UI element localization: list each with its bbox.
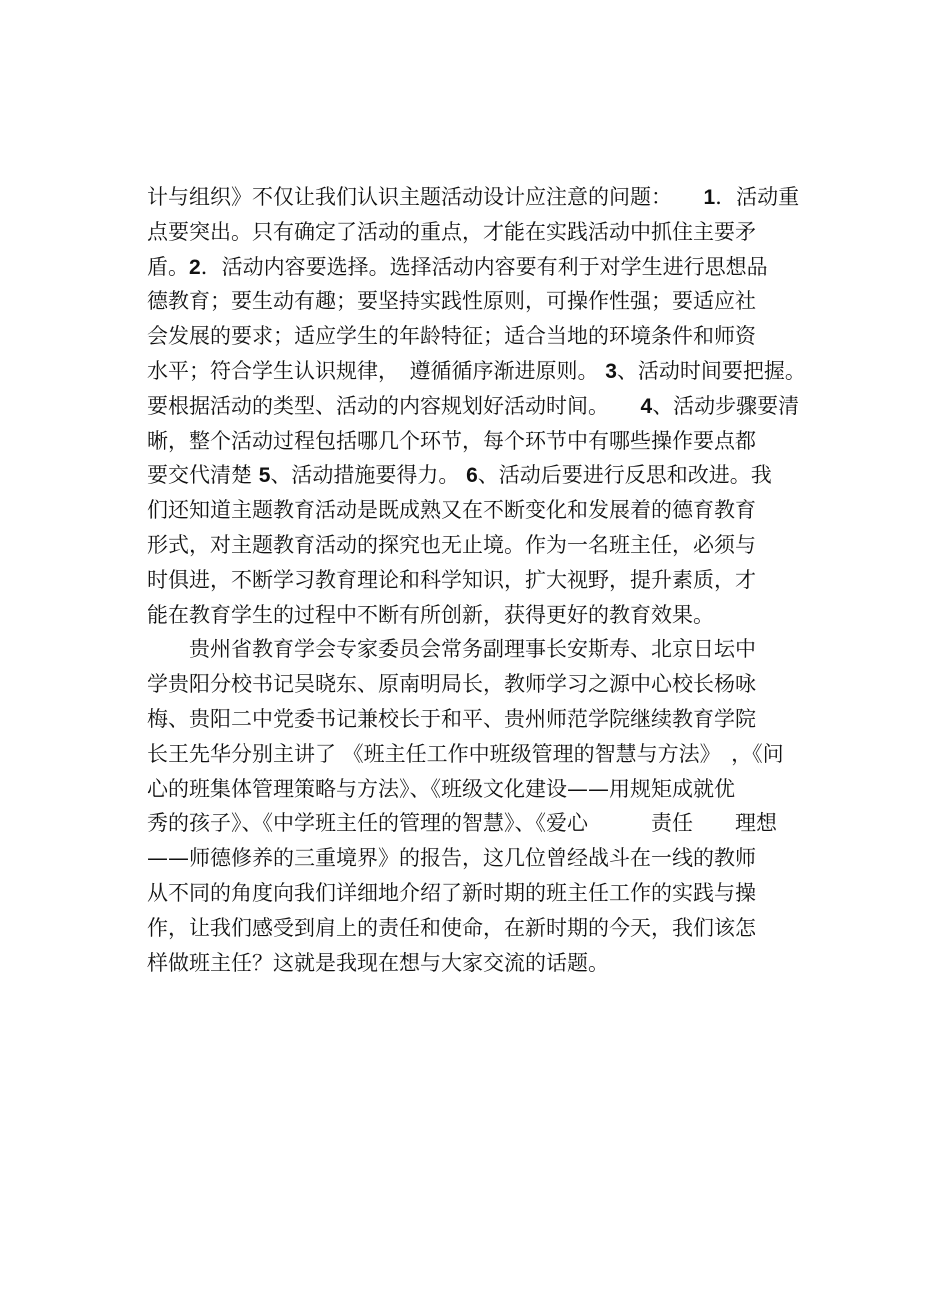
text-run: 心的班集体管理策略与方法》、《班级文化建设——用规矩成就优 [147, 776, 735, 801]
text-run: 要根据活动的类型、活动的内容规划好活动时间。 [147, 393, 641, 418]
text-line [147, 389, 867, 424]
text-line [147, 284, 867, 319]
text-line [147, 806, 867, 841]
text-run: 计与组织》不仅让我们认识主题活动设计应注意的问题： [147, 185, 704, 209]
text-run: ——师德修养的三重境界》的报告，这几位曾经战斗在一线的教师 [147, 846, 756, 871]
text-run: ．活动内容要选择。选择活动内容要有利于对学生进行思想品 [200, 254, 768, 279]
text-run: 德教育；要生动有趣；要坚持实践性原则，可操作性强；要适应社 [147, 289, 756, 314]
text-run: 点要突出。只有确定了活动的重点，才能在实践活动中抓住主要矛 [147, 219, 756, 244]
list-number: 2 [189, 255, 201, 279]
text-line [147, 598, 867, 633]
text-run: 时俱进，不断学习教育理论和科学知识，扩大视野，提升素质，才 [147, 567, 756, 592]
text-line [147, 250, 867, 285]
text-line [147, 667, 867, 702]
text-line [147, 528, 867, 563]
text-run: 晰，整个活动过程包括哪几个环节，每个环节中有哪些操作要点都 [147, 428, 756, 453]
text-line [147, 737, 867, 772]
text-run: 样做班主任？这就是我现在想与大家交流的话题。 [147, 950, 609, 975]
text-line [147, 632, 867, 667]
text-run: 们还知道主题教育活动是既成熟又在不断变化和发展着的德育教育 [147, 498, 756, 523]
text-line [147, 424, 867, 459]
text-run: 要交代清楚 [147, 463, 259, 488]
list-number: 5 [258, 464, 271, 488]
text-line [147, 772, 867, 807]
text-run: 秀的孩子》、《中学班主任的管理的智慧》、《爱心 责任 理想 [147, 811, 777, 836]
text-line [147, 702, 867, 737]
text-line [147, 911, 867, 946]
text-run: 梅、贵阳二中党委书记兼校长于和平、贵州师范学院继续教育学院 [147, 706, 756, 731]
list-number: 1 [703, 186, 716, 209]
text-run: 会发展的要求；适应学生的年龄特征；适合当地的环境条件和师资 [147, 324, 756, 349]
text-run: 长王先华分别主讲了 《班主任工作中班级管理的智慧与方法》 ，《问 [147, 741, 784, 766]
text-run: ．活动重 [715, 185, 800, 209]
text-run: 、活动时间要把握。 [616, 358, 806, 383]
text-line [147, 354, 867, 389]
text-run: 学贵阳分校书记吴晓东、原南明局长，教师学习之源中心校长杨咏 [147, 672, 756, 697]
text-line [147, 180, 867, 215]
text-run: 水平；符合学生认识规律， 遵循循序渐进原则。 [147, 358, 606, 383]
text-line [147, 493, 867, 528]
text-line [147, 841, 867, 876]
text-run: 盾。 [147, 254, 189, 279]
text-line [147, 946, 867, 981]
list-number: 4 [640, 394, 653, 418]
text-run: 作，让我们感受到肩上的责任和使命，在新时期的今天，我们该怎 [147, 915, 756, 940]
text-line [147, 319, 867, 354]
text-run: 、活动措施要得力。 [270, 463, 467, 488]
text-line [147, 215, 867, 250]
text-run: 贵州省教育学会专家委员会常务副理事长安斯寿、北京日坛中 [147, 637, 756, 662]
text-run: 能在教育学生的过程中不断有所创新，获得更好的教育效果。 [147, 602, 714, 627]
text-run: 形式，对主题教育活动的探究也无止境。作为一名班主任，必须与 [147, 532, 756, 557]
list-number: 3 [605, 359, 617, 383]
list-number: 6 [466, 464, 478, 488]
text-run: 、活动后要进行反思和改进。我 [477, 463, 772, 488]
text-run: 从不同的角度向我们详细地介绍了新时期的班主任工作的实践与操 [147, 880, 756, 905]
text-line [147, 876, 867, 911]
text-line [147, 563, 867, 598]
text-run: 、活动步骤要清 [652, 393, 800, 418]
body-text [147, 180, 867, 980]
text-line [147, 458, 867, 493]
